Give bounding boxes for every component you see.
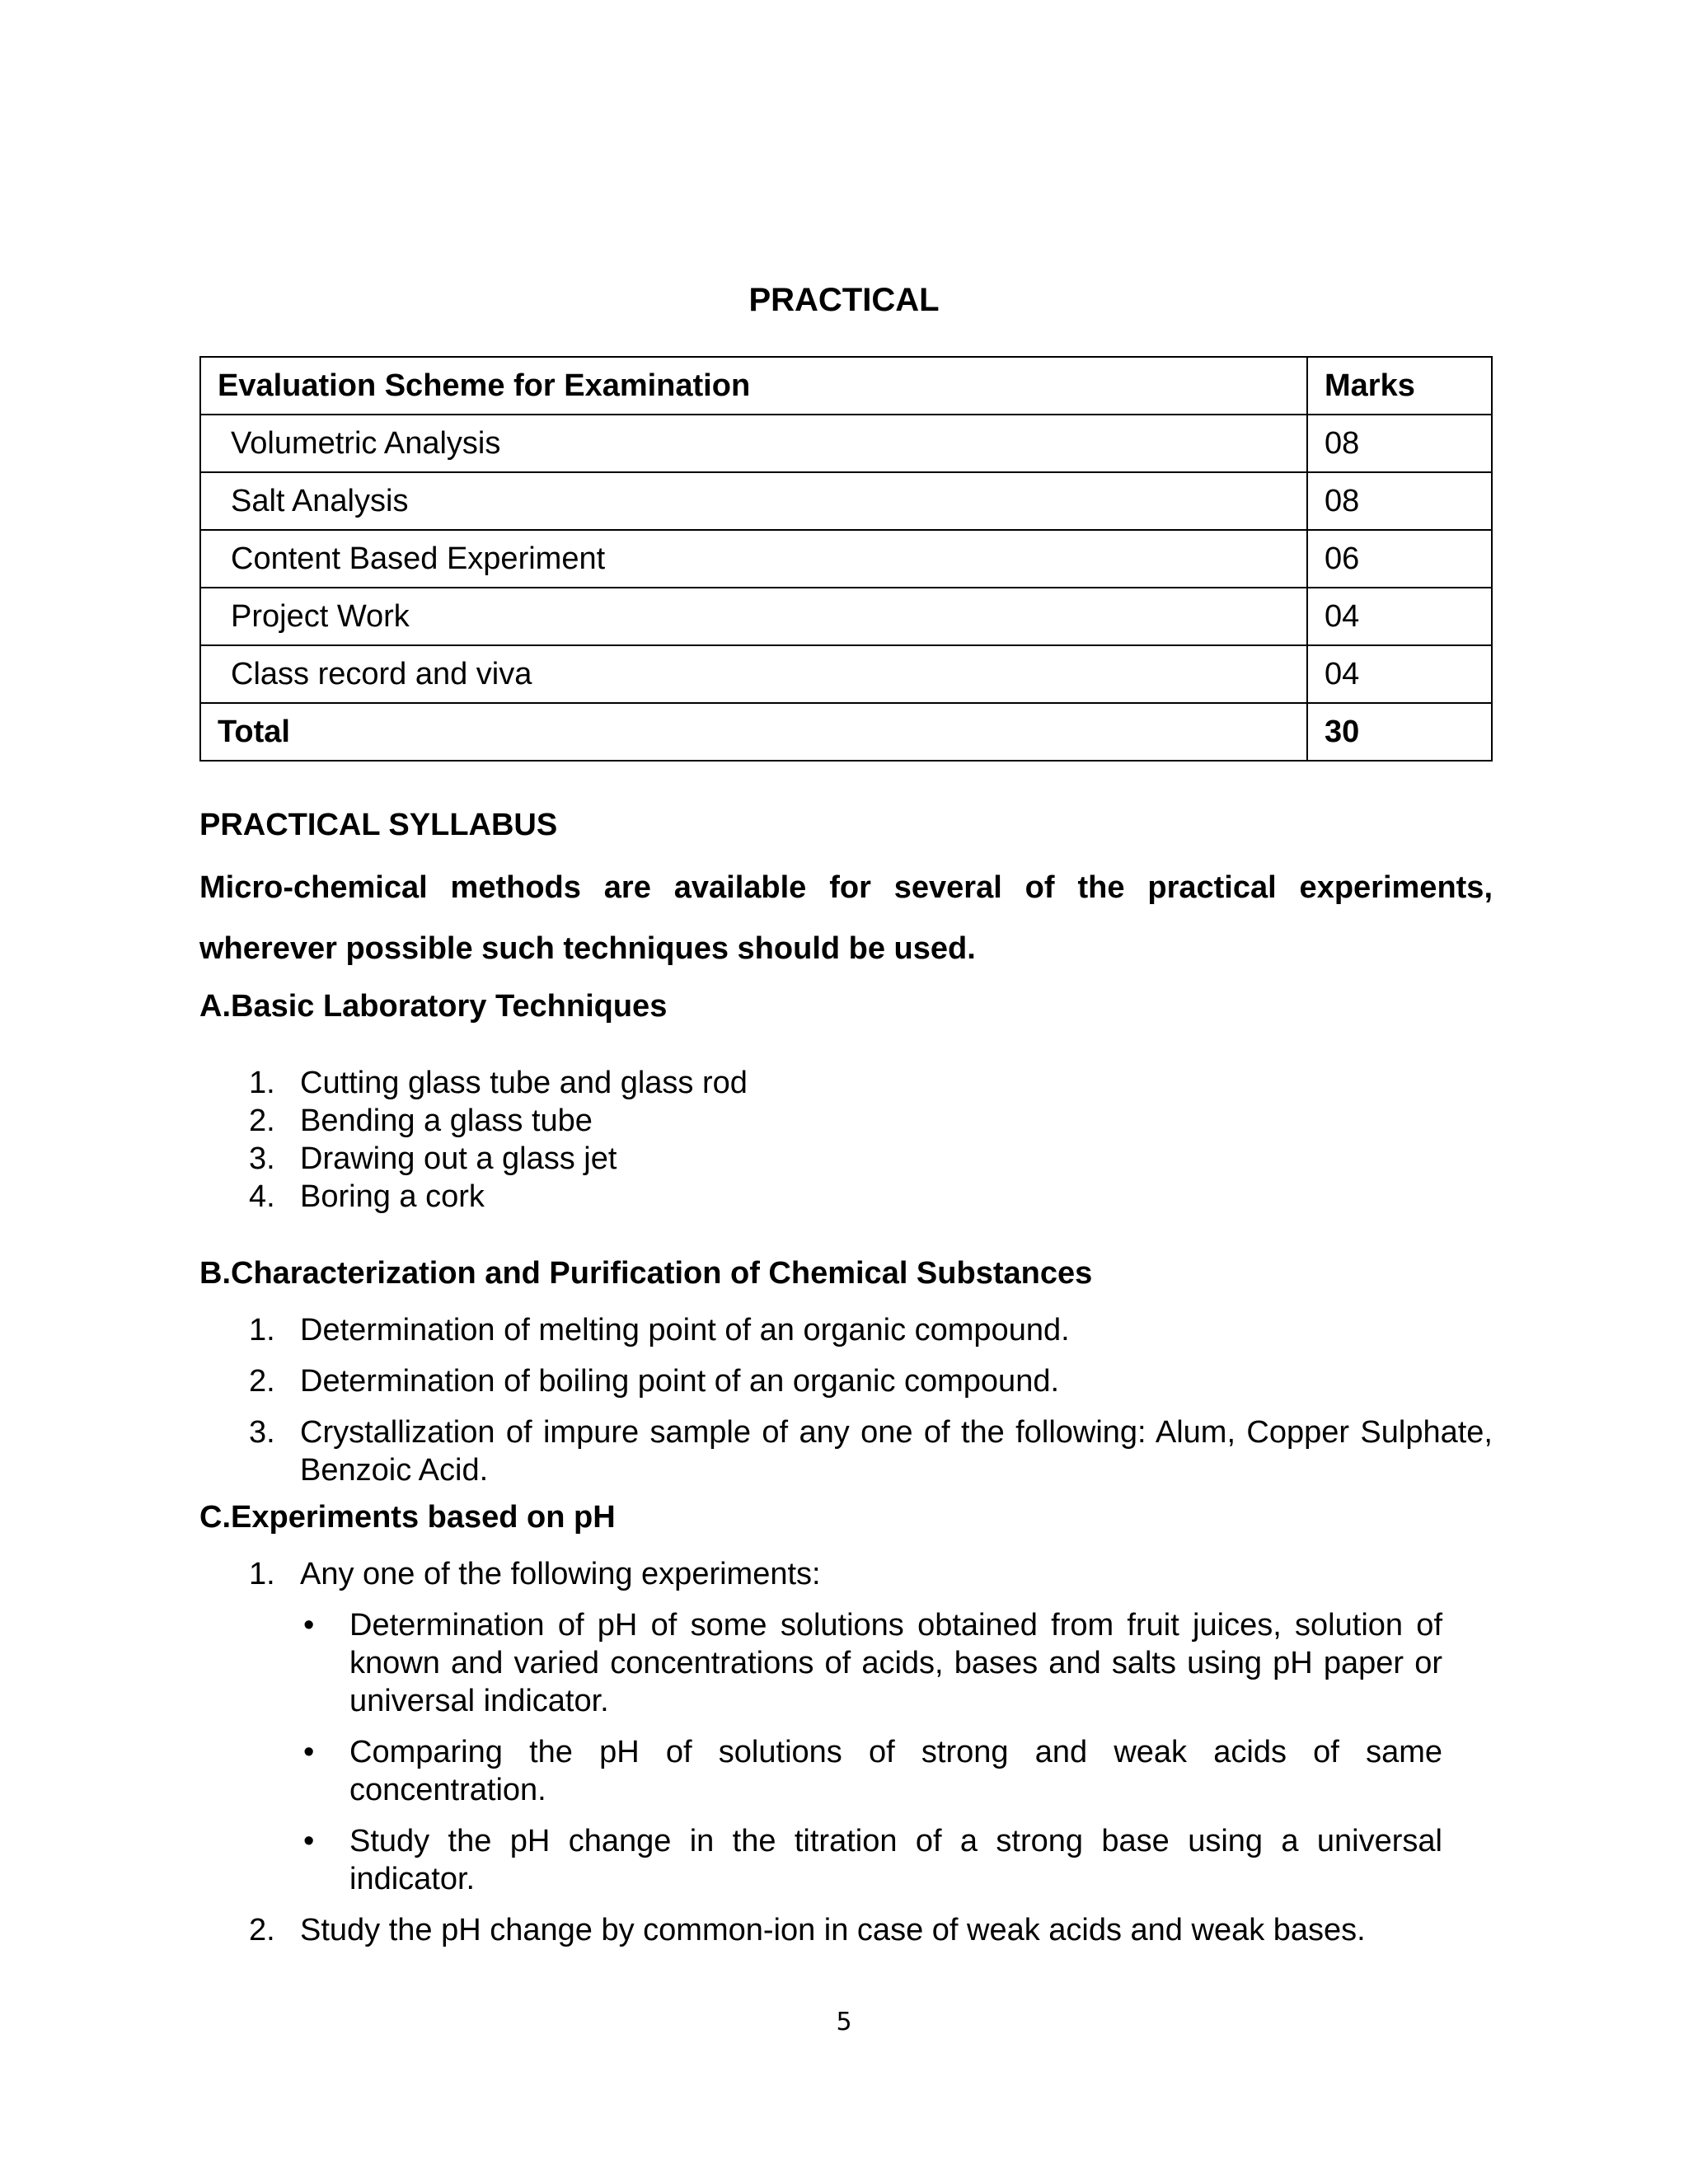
table-row xyxy=(200,530,1492,588)
row-marks: 08 xyxy=(1307,415,1492,472)
list-number: 3. xyxy=(249,1415,275,1450)
page-title: PRACTICAL xyxy=(748,282,940,318)
bullet-glyph: • xyxy=(303,1735,315,1769)
list-number: 2. xyxy=(249,1913,275,1947)
row-item: Project Work xyxy=(200,588,1307,645)
section-b-list xyxy=(0,1311,1493,1502)
evaluation-scheme-table xyxy=(199,356,1493,762)
list-item-text: Determination of boiling point of an organic compound. xyxy=(300,1364,1060,1399)
section-c-heading: C.Experiments based on pH xyxy=(199,1500,616,1535)
table-row xyxy=(200,645,1492,703)
list-number: 1. xyxy=(249,1066,275,1100)
table-header-row xyxy=(200,357,1492,415)
bullet-glyph: • xyxy=(303,1824,315,1858)
row-item: Volumetric Analysis xyxy=(200,415,1307,472)
list-number: 3. xyxy=(249,1141,275,1176)
list-item xyxy=(0,1911,1493,1949)
row-marks: 04 xyxy=(1307,588,1492,645)
section-b-heading: B.Characterization and Purification of Chemical Substances xyxy=(199,1256,1093,1291)
list-item-text: Drawing out a glass jet xyxy=(300,1141,617,1176)
total-marks: 30 xyxy=(1307,703,1492,761)
bullet-text: Determination of pH of some solutions obtained from fruit juices, solution of known and varied concentrations of acids, bases and salts using pH paper or universal indicator. xyxy=(349,1608,1442,1718)
header-marks: Marks xyxy=(1307,357,1492,415)
list-item xyxy=(0,1102,1493,1140)
list-item-text: Cutting glass tube and glass rod xyxy=(300,1066,748,1100)
section-a-list xyxy=(0,1064,1493,1216)
bullet-item xyxy=(300,1733,1442,1809)
bullet-list xyxy=(300,1606,1493,1898)
row-item: Class record and viva xyxy=(200,645,1307,703)
bullet-item xyxy=(300,1822,1442,1898)
list-item-text: Determination of melting point of an organic compound. xyxy=(300,1313,1070,1347)
row-item: Content Based Experiment xyxy=(200,530,1307,588)
list-number: 2. xyxy=(249,1104,275,1138)
list-item-text: Boring a cork xyxy=(300,1179,485,1214)
table-total-row xyxy=(200,703,1492,761)
list-number: 4. xyxy=(249,1179,275,1214)
bullet-glyph: • xyxy=(303,1608,315,1643)
row-item: Salt Analysis xyxy=(200,472,1307,530)
syllabus-heading: PRACTICAL SYLLABUS xyxy=(199,808,558,842)
section-a-heading: A.Basic Laboratory Techniques xyxy=(199,989,668,1024)
list-number: 1. xyxy=(249,1313,275,1347)
list-item xyxy=(0,1413,1493,1489)
table-row xyxy=(200,415,1492,472)
bullet-item xyxy=(300,1606,1442,1720)
list-item xyxy=(0,1140,1493,1178)
section-c-list xyxy=(0,1555,1493,1962)
bullet-text: Study the pH change in the titration of a strong base using a universal indicator. xyxy=(349,1824,1442,1896)
list-item xyxy=(0,1555,1493,1898)
syllabus-intro: Micro-chemical methods are available for several of the practical experiments, wherever possible such techniques should be used. xyxy=(199,870,1493,966)
table-row xyxy=(200,472,1492,530)
list-item xyxy=(0,1311,1493,1349)
bullet-text: Comparing the pH of solutions of strong and weak acids of same concentration. xyxy=(349,1735,1442,1807)
table-row xyxy=(200,588,1492,645)
list-number: 2. xyxy=(249,1364,275,1399)
list-number: 1. xyxy=(249,1557,275,1591)
row-marks: 06 xyxy=(1307,530,1492,588)
header-scheme: Evaluation Scheme for Examination xyxy=(200,357,1307,415)
row-marks: 08 xyxy=(1307,472,1492,530)
list-item xyxy=(0,1178,1493,1216)
list-item-text: Bending a glass tube xyxy=(300,1104,593,1138)
list-item-text: Study the pH change by common-ion in case of weak acids and weak bases. xyxy=(300,1913,1366,1947)
list-item xyxy=(0,1064,1493,1102)
list-item-text: Crystallization of impure sample of any one of the following: Alum, Copper Sulphate, Benzoic Acid. xyxy=(300,1415,1493,1488)
row-marks: 04 xyxy=(1307,645,1492,703)
total-label: Total xyxy=(200,703,1307,761)
page-number: 5 xyxy=(836,2008,852,2036)
list-item-text: Any one of the following experiments: xyxy=(300,1557,821,1591)
list-item xyxy=(0,1362,1493,1400)
